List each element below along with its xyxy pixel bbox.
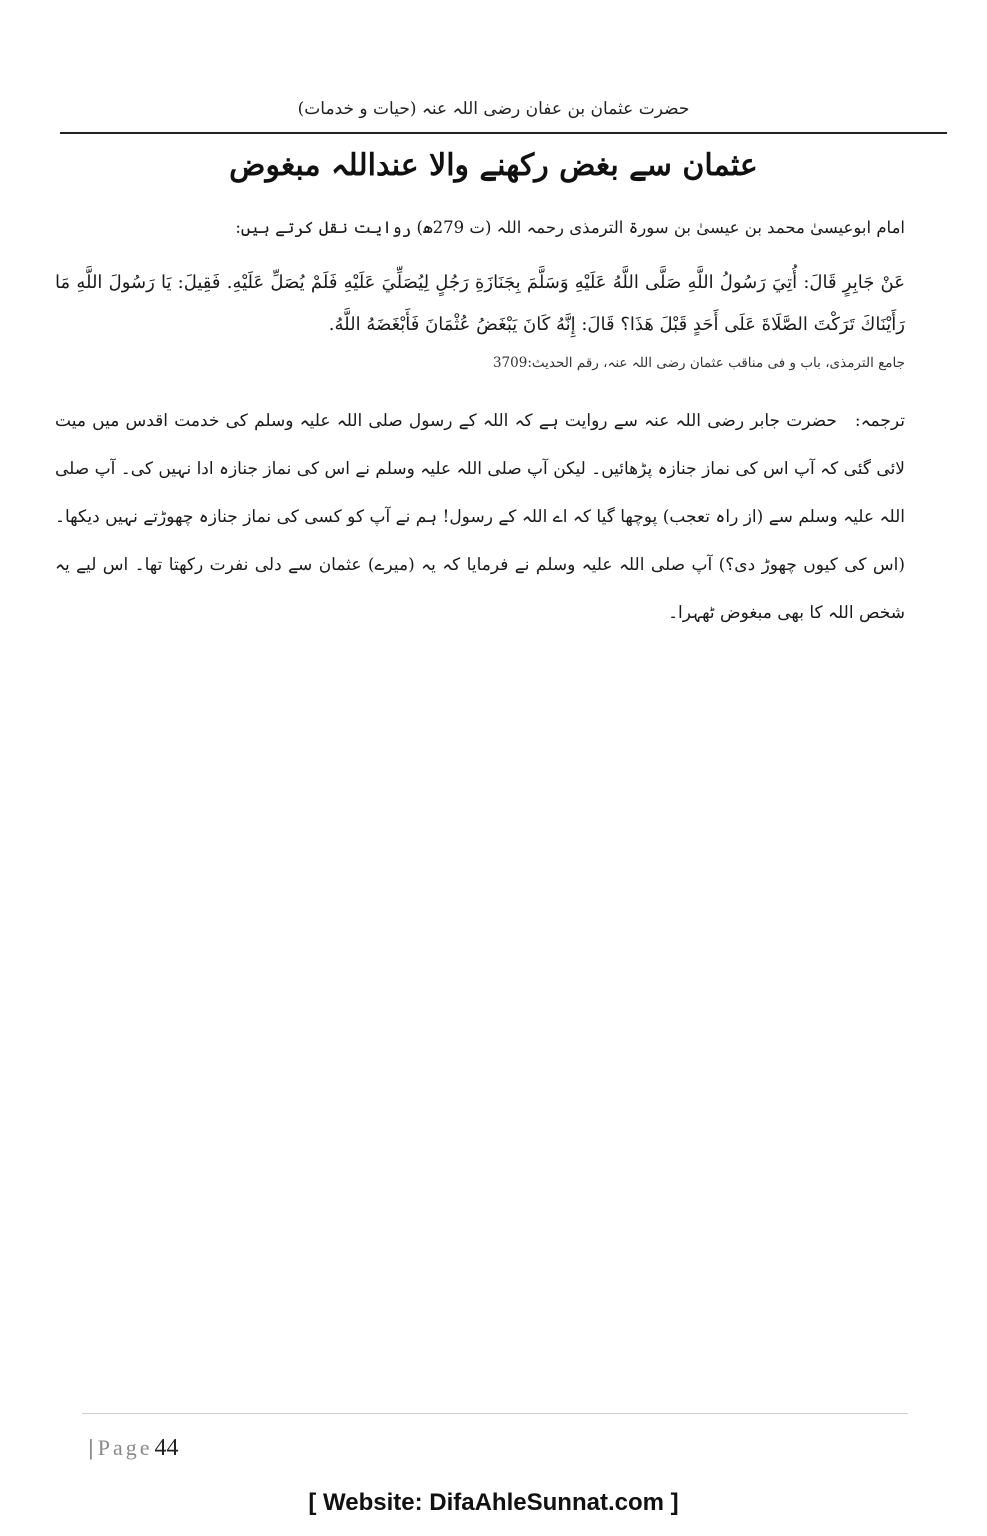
page-number-value: 44 bbox=[154, 1435, 179, 1461]
page-word: Page bbox=[97, 1435, 153, 1460]
chapter-title: عثمان سے بغض رکھنے والا عنداللہ مبغوض bbox=[229, 148, 758, 183]
translation-label: ترجمہ: bbox=[854, 411, 905, 431]
arabic-hadith-text: عَنْ جَابِرٍ قَالَ: أُتِيَ رَسُولُ اللَّهِ صَلَّى اللَّهُ عَلَيْهِ وَسَلَّمَ بِجَنَازَةِ رَجُلٍ لِيُصَلِّيَ عَلَيْهِ فَلَمْ يُصَلِّ عَلَيْهِ. فَقِيلَ: يَا رَسُولَ اللَّهِ مَا رَأَيْنَاكَ تَرَكْتَ الصَّلَاةَ عَلَى أَحَدٍ قَبْلَ هَذَا؟ قَالَ: إِنَّهُ كَانَ يَبْغَضُ عُثْمَانَ فَأَبْغَضَهُ اللَّهُ. bbox=[55, 272, 905, 335]
website-banner: [ Website: DifaAhleSunnat.com ] bbox=[308, 1489, 679, 1516]
page-separator: | bbox=[88, 1435, 94, 1460]
page-number bbox=[88, 1435, 178, 1462]
intro-paragraph: امام ابوعیسیٰ محمد بن عیسیٰ بن سورۃ الترمذی رحمہ اللہ (ت 279ھ) روایت نقل کرتے ہیں: bbox=[235, 218, 905, 237]
footer-rule bbox=[82, 1413, 908, 1414]
header-rule bbox=[60, 132, 947, 134]
translation-text: حضرت جابر رضی اللہ عنہ سے روایت ہے کہ اللہ کے رسول صلی اللہ علیہ وسلم کی خدمت اقدس میں میت لائی گئی کہ آپ اس کی نماز جنازہ پڑھائیں۔ لیکن آپ صلی اللہ علیہ وسلم نے اس کی نماز جنازہ ادا نہیں کی۔ آپ صلی اللہ علیہ وسلم سے (از راہ تعجب) پوچھا گیا کہ اے اللہ کے رسول! ہم نے آپ کو کسی کی نماز جنازہ چھوڑتے نہیں دیکھا۔ (اس کی کیوں چھوڑ دی؟) آپ صلی اللہ علیہ وسلم نے فرمایا کہ یہ (میرے) عثمان سے دلی نفرت رکھتا تھا۔ اس لیے یہ شخص اللہ کا بھی مبغوض ٹھہرا۔ bbox=[55, 411, 905, 623]
running-header: حضرت عثمان بن عفان رضی اللہ عنہ (حیات و خدمات) bbox=[297, 99, 690, 119]
hadith-reference: جامع الترمذی، باب و فی مناقب عثمان رضی اللہ عنہ، رقم الحدیث:3709 bbox=[492, 355, 905, 371]
translation-paragraph bbox=[55, 397, 905, 637]
